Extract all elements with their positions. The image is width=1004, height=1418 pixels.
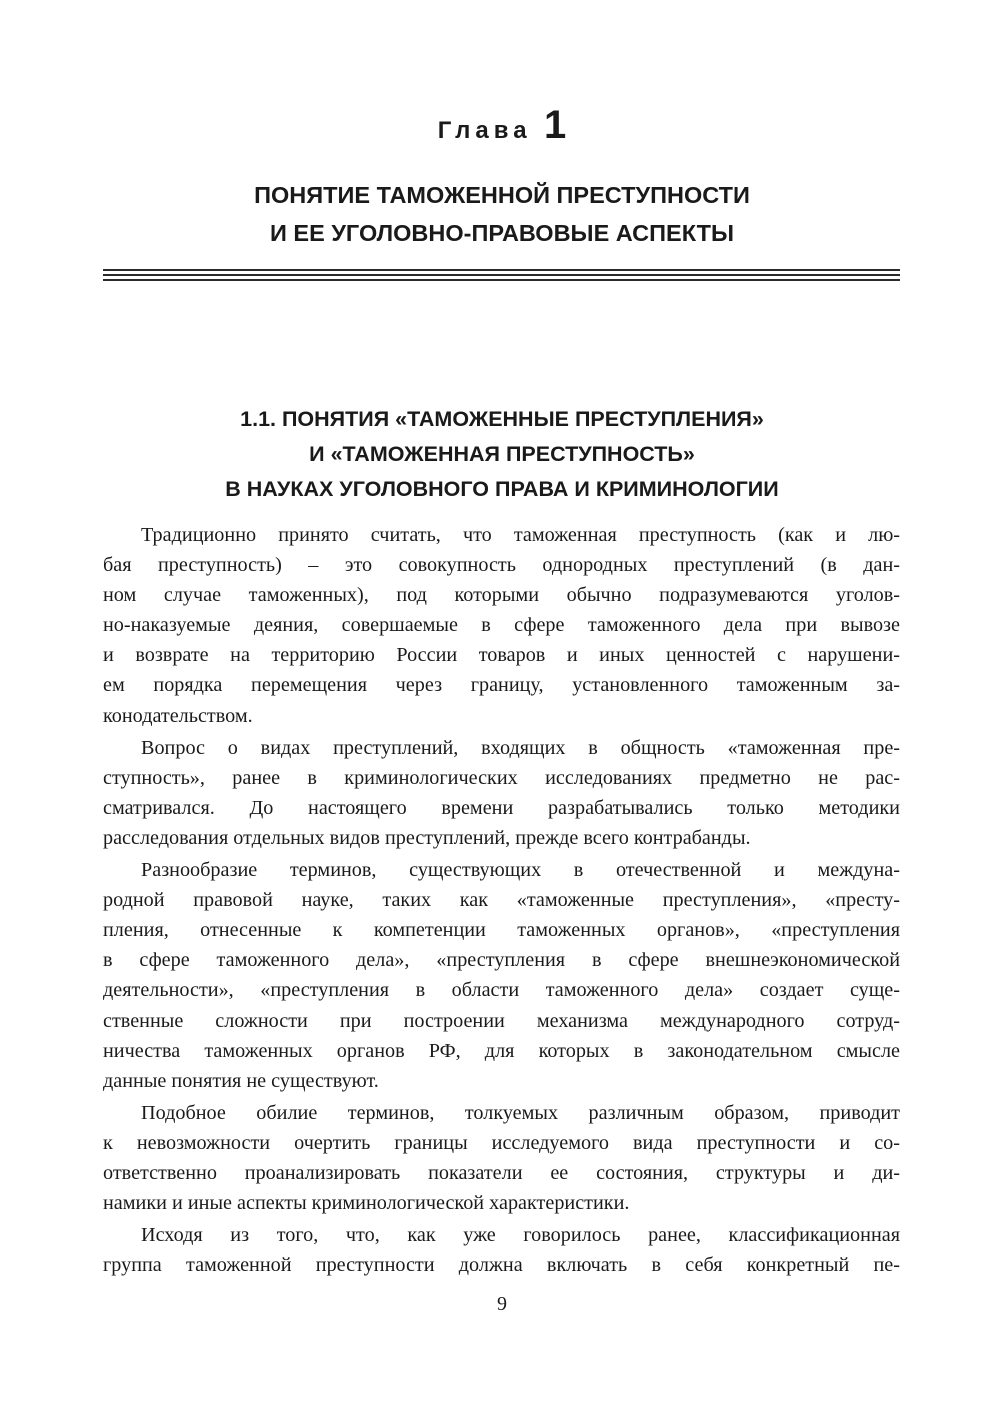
text-line: расследования отдельных видов преступлений, прежде всего контрабанды. bbox=[103, 826, 751, 849]
text-line: ничества таможенных органов РФ, для которых в законодательном смысле bbox=[103, 1039, 900, 1062]
text-line: родной правовой науке, таких как «таможенные преступления», «престу- bbox=[103, 889, 900, 912]
section-title bbox=[100, 402, 904, 507]
chapter-divider bbox=[103, 269, 900, 281]
text-line: но-наказуемые деяния, совершаемые в сфере таможенного дела при вывозе bbox=[103, 614, 900, 637]
text-line: Вопрос о видах преступлений, входящих в общность «таможенная пре- bbox=[141, 736, 900, 759]
section-title-line: И «ТАМОЖЕННАЯ ПРЕСТУПНОСТЬ» bbox=[309, 442, 695, 466]
paragraph bbox=[103, 733, 900, 853]
text-line: ответственно проанализировать показатели ее состояния, структуры и ди- bbox=[103, 1161, 900, 1184]
paragraph bbox=[103, 1098, 900, 1218]
paragraph bbox=[103, 855, 900, 1096]
text-line: намики и иные аспекты криминологической характеристики. bbox=[103, 1192, 630, 1215]
paragraph bbox=[103, 520, 900, 731]
text-line: ем порядка перемещения через границу, установленного таможенным за- bbox=[103, 674, 900, 697]
text-line: в сфере таможенного дела», «преступления в сфере внешнеэкономической bbox=[103, 949, 900, 972]
chapter-title-line: И ЕЕ УГОЛОВНО-ПРАВОВЫЕ АСПЕКТЫ bbox=[270, 220, 734, 246]
divider-line bbox=[103, 274, 900, 276]
divider-line bbox=[103, 269, 900, 271]
text-line: данные понятия не существуют. bbox=[103, 1069, 379, 1092]
body-text bbox=[103, 520, 900, 1280]
chapter-heading bbox=[0, 100, 1004, 159]
text-line: пления, отнесенные к компетенции таможенных органов», «преступления bbox=[103, 919, 900, 942]
text-line: ступность», ранее в криминологических исследованиях предметно не рас- bbox=[103, 766, 900, 789]
text-line: ном случае таможенных), под которыми обычно подразумеваются уголов- bbox=[103, 584, 900, 607]
text-line: Разнообразие терминов, существующих в отечественной и междуна- bbox=[141, 859, 900, 882]
text-line: сматривался. До настоящего времени разрабатывались только методики bbox=[103, 796, 900, 819]
text-line: бая преступность) – это совокупность однородных преступлений (в дан- bbox=[103, 554, 900, 577]
page-number: 9 bbox=[497, 1293, 507, 1315]
text-line: Традиционно принято считать, что таможенная преступность (как и лю- bbox=[141, 524, 900, 546]
chapter-title-line: ПОНЯТИЕ ТАМОЖЕННОЙ ПРЕСТУПНОСТИ bbox=[254, 182, 750, 208]
text-line: Подобное обилие терминов, толкуемых различным образом, приводит bbox=[141, 1101, 900, 1124]
section-title-line: 1.1. ПОНЯТИЯ «ТАМОЖЕННЫЕ ПРЕСТУПЛЕНИЯ» bbox=[240, 407, 764, 431]
text-line: к невозможности очертить границы исследуемого вида преступности и со- bbox=[103, 1131, 900, 1154]
chapter-label: Глава bbox=[437, 117, 532, 144]
text-line: группа таможенной преступности должна включать в себя конкретный пе- bbox=[103, 1254, 900, 1277]
text-line: деятельности», «преступления в области таможенного дела» создает суще- bbox=[103, 979, 900, 1002]
chapter-number: 1 bbox=[544, 103, 567, 147]
chapter-title bbox=[100, 176, 904, 252]
text-line: Исходя из того, что, как уже говорилось ранее, классификационная bbox=[141, 1224, 900, 1247]
text-line: ственные сложности при построении механизма международного сотруд- bbox=[103, 1009, 900, 1032]
divider-line bbox=[103, 279, 900, 281]
text-line: конодательством. bbox=[103, 704, 253, 727]
text-line: и возврате на территорию России товаров и иных ценностей с нарушени- bbox=[103, 644, 900, 667]
section-title-line: В НАУКАХ УГОЛОВНОГО ПРАВА И КРИМИНОЛОГИИ bbox=[225, 477, 779, 501]
paragraph bbox=[103, 1220, 900, 1280]
